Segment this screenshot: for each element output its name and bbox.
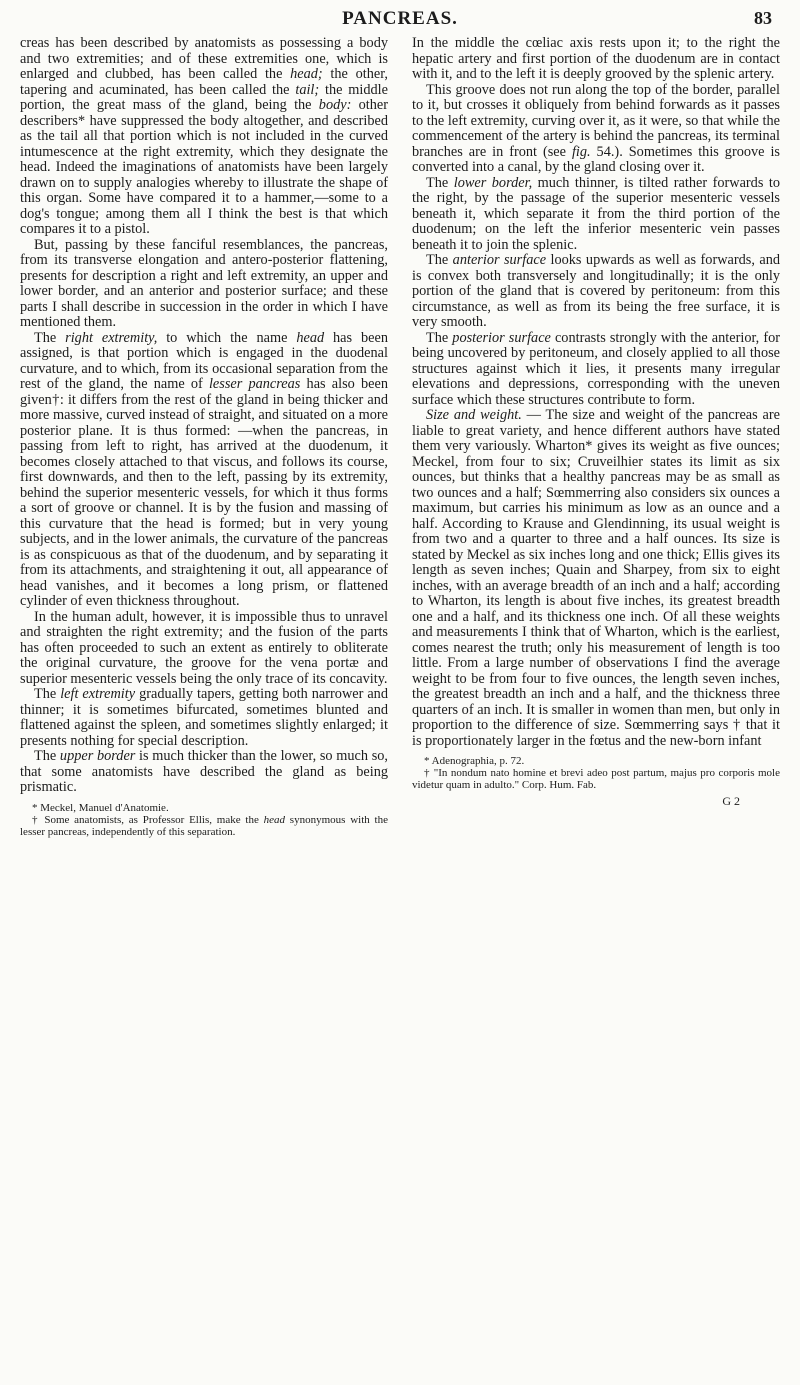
running-head [20,8,780,34]
paragraph: creas has been described by anatomists as possessing a body and two extremities; and of these extremities one, which is enlarged and clubbed, has been called the head; the other, tapering and acuminated, has been called the tail; the middle portion, the great mass of the gland, being the body: other describers* have suppressed the body altogether, and described as the tail all that portion which is not included in the curved intumescence at the right extremity, which they designate the head. Indeed the imaginations of anatomists have been largely drawn on to supply analogies whereby to illustrate the shape of this organ. Some have compared it to a hammer,—some to a dog's tongue; among them all I think the best is that which compares it to a pistol. [20,35,388,237]
paragraph: The left extremity gradually tapers, getting both narrower and thinner; it is sometimes bifurcated, sometimes blunted and flattened against the spleen, and sometimes slightly enlarged; it presents nothing for special description. [20,686,388,749]
footnote: * Meckel, Manuel d'Anatomie. [32,801,169,814]
footnote: † Some anatomists, as Professor Ellis, make the head synonymous with the lesser pancreas, independently of this separation. [20,813,388,838]
paragraph: The anterior surface looks upwards as well as forwards, and is convex both transversely and longitudinally; it is the only portion of the gland that is covered by peritoneum: from this circumstance, as well as from its being the free surface, it is very smooth. [412,252,780,330]
paragraph: The right extremity, to which the name head has been assigned, is that portion which is engaged in the duodenal curvature, and to which, from its occasional separation from the rest of the gland, the name of lesser pancreas has also been given†: it differs from the rest of the gland in being thicker and more massive, curved instead of straight, and situated on a more posterior plane. It is thus formed: —when the pancreas, in passing from left to right, has arrived at the duodenum, it becomes closely attached to that viscus, and follows its course, first downwards, and then to the left, passing by its extremity, behind the superior mesenteric vessels, for which it thus forms a sort of groove or channel. It is by the fusion and massing of this curvature that the head is formed; but in very young subjects, and in the lower animals, the curvature of the pancreas is as conspicuous as that of the duodenum, and by separating it from its attachments, and straightening it out, all appearance of head vanishes, and it becomes a long prism, or flattened cylinder of even thickness throughout. [20,329,388,609]
paragraph: In the human adult, however, it is impossible thus to unravel and straighten the right extremity; and the fusion of the parts has often proceeded to such an extent as entirely to obliterate the original curvature, the groove for the vena portæ and superior mesenteric vessels being the only trace of its concavity. [20,608,388,687]
footnote: † "In nondum nato homine et brevi adeo post partum, majus pro corporis mole videtur quam in adulto." Corp. Hum. Fab. [412,767,780,792]
running-title: PANCREAS. [342,8,458,29]
signature-mark: G 2 [722,793,740,808]
paragraph: This groove does not run along the top of the border, parallel to it, but crosses it obliquely from behind forwards as it passes to the left extremity, curving over it, as it were, so that while the commencement of the artery is behind the pancreas, its terminal branches are in front (see fig. 54.). Sometimes this groove is converted into a canal, by the gland closing over it. [412,81,780,175]
left-column [20,36,388,838]
paragraph: The posterior surface contrasts strongly with the anterior, for being uncovered by peritoneum, and closely applied to all those structures against which it lies, it presents many irregular elevations and depressions, corresponding with the uneven surface which these structures contribute to form. [412,329,780,408]
footnotes [20,802,388,839]
paragraph: The upper border is much thicker than the lower, so much so, that some anatomists have described the gland as being prismatic. [20,748,388,795]
footnotes [412,755,780,792]
paragraph: In the middle the cœliac axis rests upon it; to the right the hepatic artery and first portion of the duodenum are in contact with it, and to the left it is deeply grooved by the splenic artery. [412,35,780,82]
paragraph: The lower border, much thinner, is tilted rather forwards to the right, by the passage of the superior mesenteric vessels beneath it, which separate it from the third portion of the duodenum; on the left the inferior mesenteric vein passes beneath it to join the splenic. [412,174,780,253]
page-number: 83 [754,8,772,28]
paragraph: But, passing by these fanciful resemblances, the pancreas, from its transverse elongation and antero-posterior flattening, presents for description a right and left extremity, an upper and lower border, and an anterior and posterior surface; and these parts I shall describe in succession in the order in which I have mentioned them. [20,236,388,330]
footnote: * Adenographia, p. 72. [424,755,525,767]
paragraph: Size and weight. — The size and weight of the pancreas are liable to great variety, and hence different authors have stated them very variously. Wharton* gives its weight as five ounces; Meckel, from four to six; Cruveilhier states its limit as six ounces, but thinks that a healthy pancreas may be as small as two ounces and a half; Sœmmerring also considers six ounces a maximum, but carries his minimum as low as an ounce and a half. According to Krause and Glendinning, its usual weight is from two and a quarter to three and a half ounces. Its size is stated by Meckel as six inches long and one thick; Ellis gives its length as seven inches; Quain and Sharpey, from six to eight inches, with an average breadth of an inch and a half; according to Wharton, its length is about five inches, its greatest breadth one and a half, and its thickness one inch. Of all these weights and measurements I think that of Wharton, which is the earliest, comes nearest the truth; only his measurement of length is too little. From a large number of observations I find the average weight to be from four to five ounces, the length seven inches, the greatest breadth an inch and a half, and the thickness three quarters of an inch. It is smaller in women than men, but only in proportion to the difference of size. Sœmmerring says † that it is proportionately larger in the fœtus and the new-born infant [412,407,780,749]
right-column [412,36,780,809]
